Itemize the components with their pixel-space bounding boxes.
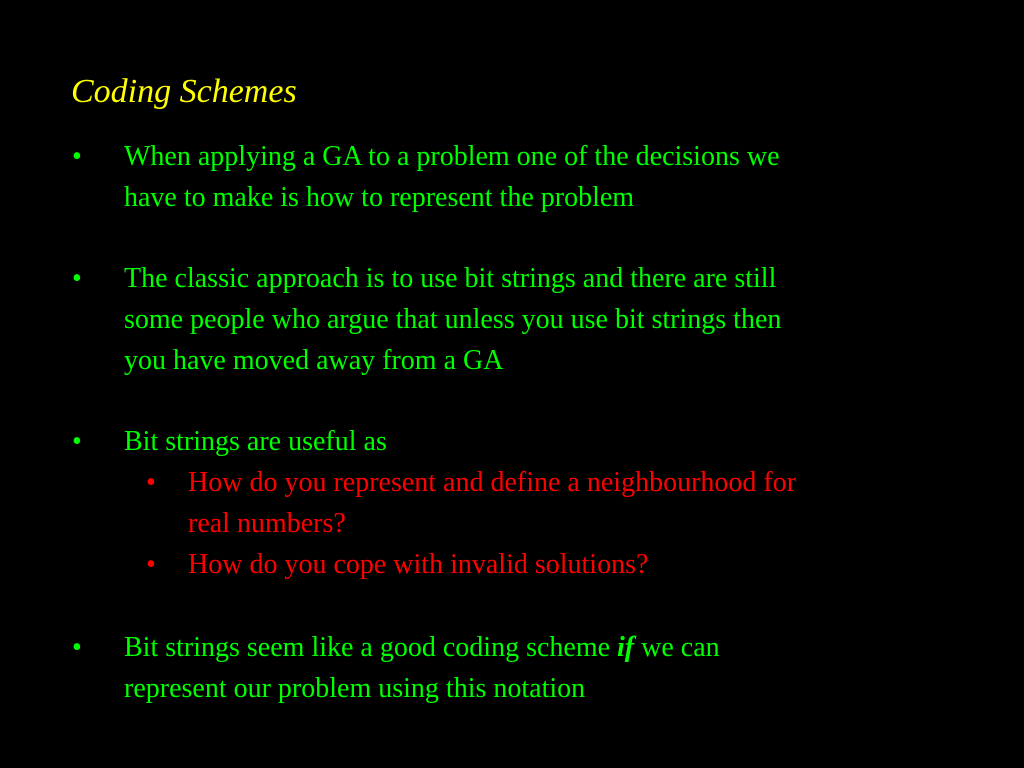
sub-bullet-dot-icon: •	[146, 549, 156, 580]
slide-title: Coding Schemes	[71, 73, 297, 110]
bullet-line: have to make is how to represent the problem	[124, 182, 635, 213]
bullet-dot-icon: •	[72, 632, 82, 663]
bullet-4-text-after: we can	[634, 632, 720, 663]
sub-bullet-line: How do you represent and define a neighbourhood for	[188, 467, 797, 498]
bullet-4-text	[124, 627, 944, 709]
bullet-1-text	[124, 136, 944, 218]
bullet-2-text	[124, 258, 944, 381]
bullet-line	[124, 627, 944, 668]
sub-bullet-dot-icon: •	[146, 467, 156, 498]
bullet-dot-icon: •	[72, 426, 82, 457]
bullet-line: you have moved away from a GA	[124, 345, 504, 376]
emphasis-if: if	[617, 632, 635, 663]
sub-bullet-line: How do you cope with invalid solutions?	[188, 549, 649, 580]
bullet-dot-icon: •	[72, 263, 82, 294]
sub-bullet-1-text	[188, 462, 948, 544]
sub-bullet-line: real numbers?	[188, 508, 346, 539]
bullet-line: some people who argue that unless you use bit strings then	[124, 304, 782, 335]
bullet-line: Bit strings are useful as	[124, 426, 387, 457]
bullet-line: represent our problem using this notation	[124, 673, 586, 704]
bullet-line: The classic approach is to use bit strings and there are still	[124, 263, 777, 294]
sub-bullet-2-text	[188, 544, 948, 585]
bullet-4-text-before: Bit strings seem like a good coding scheme	[124, 632, 618, 663]
bullet-line: When applying a GA to a problem one of the decisions we	[124, 141, 780, 172]
bullet-3-text	[124, 421, 944, 462]
bullet-dot-icon: •	[72, 141, 82, 172]
